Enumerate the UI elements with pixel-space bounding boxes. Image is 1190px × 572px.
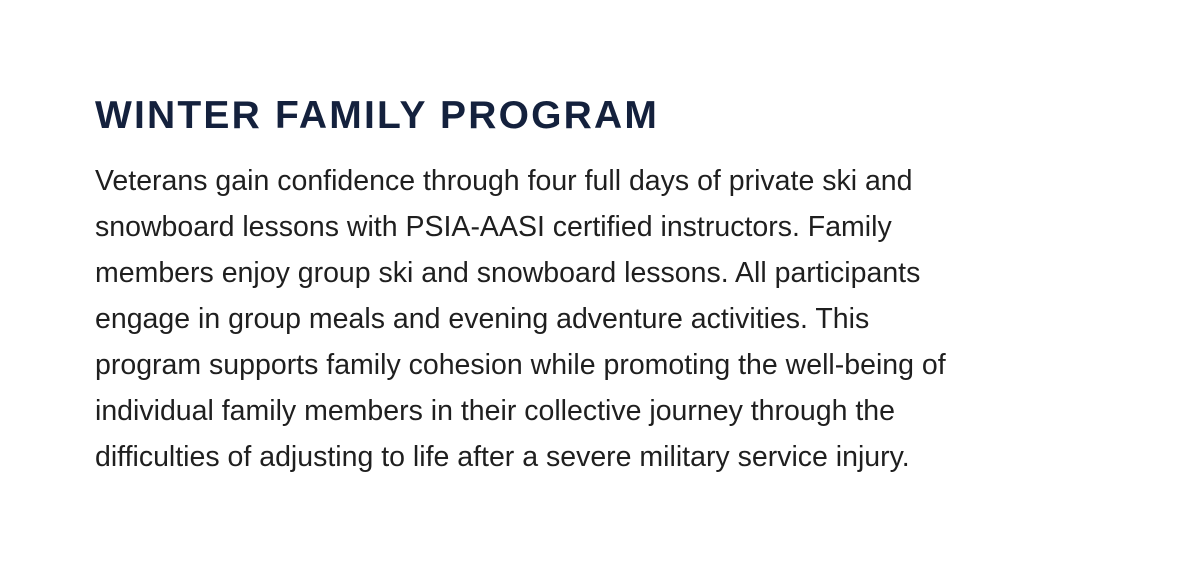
winter-family-program-section: [95, 94, 1105, 480]
description-line: engage in group meals and evening adventure activities. This: [95, 303, 870, 335]
description-line: snowboard lessons with PSIA-AASI certified instructors. Family: [95, 211, 892, 243]
description-line: Veterans gain confidence through four full days of private ski and: [95, 165, 913, 197]
description-line: members enjoy group ski and snowboard lessons. All participants: [95, 257, 921, 289]
description-line: individual family members in their collective journey through the: [95, 395, 895, 427]
section-title: WINTER FAMILY PROGRAM: [95, 94, 660, 137]
program-description: [95, 158, 1105, 480]
description-line: difficulties of adjusting to life after a severe military service injury.: [95, 441, 910, 473]
description-line: program supports family cohesion while promoting the well-being of: [95, 349, 946, 381]
